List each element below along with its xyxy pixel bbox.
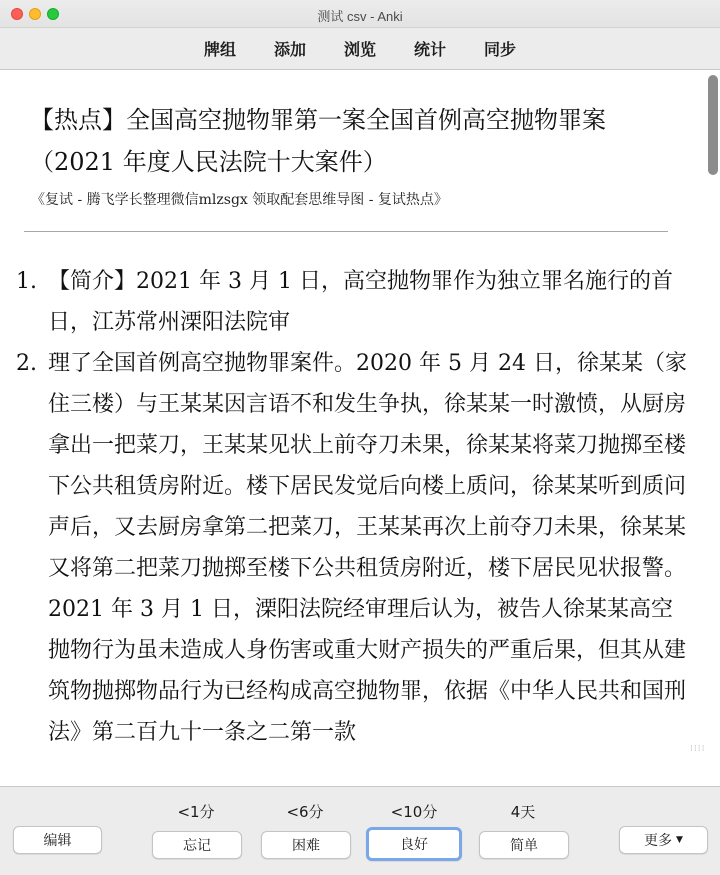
window-title: 测试 csv - Anki bbox=[317, 9, 403, 24]
nav-sync[interactable]: 同步 bbox=[483, 40, 516, 59]
title-bar bbox=[0, 0, 720, 28]
review-bottom-bar bbox=[0, 786, 720, 875]
nav-decks[interactable]: 牌组 bbox=[203, 40, 236, 59]
card-source-subtitle: 《复试 - 腾飞学长整理微信mlzsgx 领取配套思维导图 - 复试热点》 bbox=[31, 192, 448, 208]
caret-down-icon: ▼ bbox=[676, 835, 683, 845]
answer-text: 【简介】2021 年 3 月 1 日，高空抛物罪作为独立罪名施行的首日，江苏常州溧阳法院审 bbox=[48, 269, 673, 335]
drag-handle-icon[interactable]: ⁞⁞⁞⁞ bbox=[690, 744, 706, 754]
answer-item bbox=[16, 261, 688, 343]
main-toolbar bbox=[0, 28, 720, 70]
nav-stats[interactable]: 统计 bbox=[413, 40, 446, 59]
answer-text: 理了全国首例高空抛物罪案件。2020 年 5 月 24 日，徐某某（家住三楼）与王某某因言语不和发生争执，徐某某一时激愤，从厨房拿出一把菜刀，王某某见状上前夺刀未果，徐某某将菜刀抛掷至楼下公共租赁房附近。楼下居民发觉后向楼上质问，徐某某听到质问声后，又去厨房拿第二把菜刀，王某某再次上前夺刀未果，徐某某又将第二把菜刀抛掷至楼下公共租赁房附近，楼下居民见状报警。 bbox=[48, 351, 687, 581]
list-number: 1. bbox=[16, 269, 37, 294]
interval-hard: <6分 bbox=[286, 803, 324, 821]
answer-item bbox=[16, 343, 688, 589]
interval-easy: 4天 bbox=[510, 803, 536, 821]
card-answer bbox=[16, 261, 688, 753]
card-view bbox=[0, 71, 720, 786]
more-button-label: 更多 bbox=[644, 833, 673, 849]
again-button[interactable]: 忘记 bbox=[152, 831, 242, 859]
edit-button[interactable]: 编辑 bbox=[13, 826, 102, 854]
nav-add[interactable]: 添加 bbox=[273, 40, 306, 59]
answer-divider bbox=[24, 231, 668, 232]
content-scrollbar[interactable] bbox=[704, 71, 720, 786]
easy-button[interactable]: 简单 bbox=[479, 831, 569, 859]
interval-good: <10分 bbox=[390, 803, 438, 821]
more-button[interactable] bbox=[619, 826, 708, 854]
answer-text: 2021 年 3 月 1 日，溧阳法院经审理后认为，被告人徐某某高空抛物行为虽未造成人身伤害或重大财产损失的严重后果，但其从建筑物抛掷物品行为已经构成高空抛物罪，依据《中华人民共和国刑法》第二百九十一条之二第一款 bbox=[48, 597, 687, 745]
hard-button[interactable]: 困难 bbox=[261, 831, 351, 859]
interval-again: <1分 bbox=[177, 803, 215, 821]
answer-item bbox=[48, 589, 688, 753]
scrollbar-thumb[interactable] bbox=[708, 75, 718, 175]
list-number: 2. bbox=[16, 351, 37, 376]
good-button[interactable]: 良好 bbox=[366, 827, 462, 861]
nav-browse[interactable]: 浏览 bbox=[343, 40, 376, 59]
card-question-title: 【热点】全国高空抛物罪第一案全国首例高空抛物罪案（2021 年度人民法院十大案件） bbox=[30, 106, 606, 176]
